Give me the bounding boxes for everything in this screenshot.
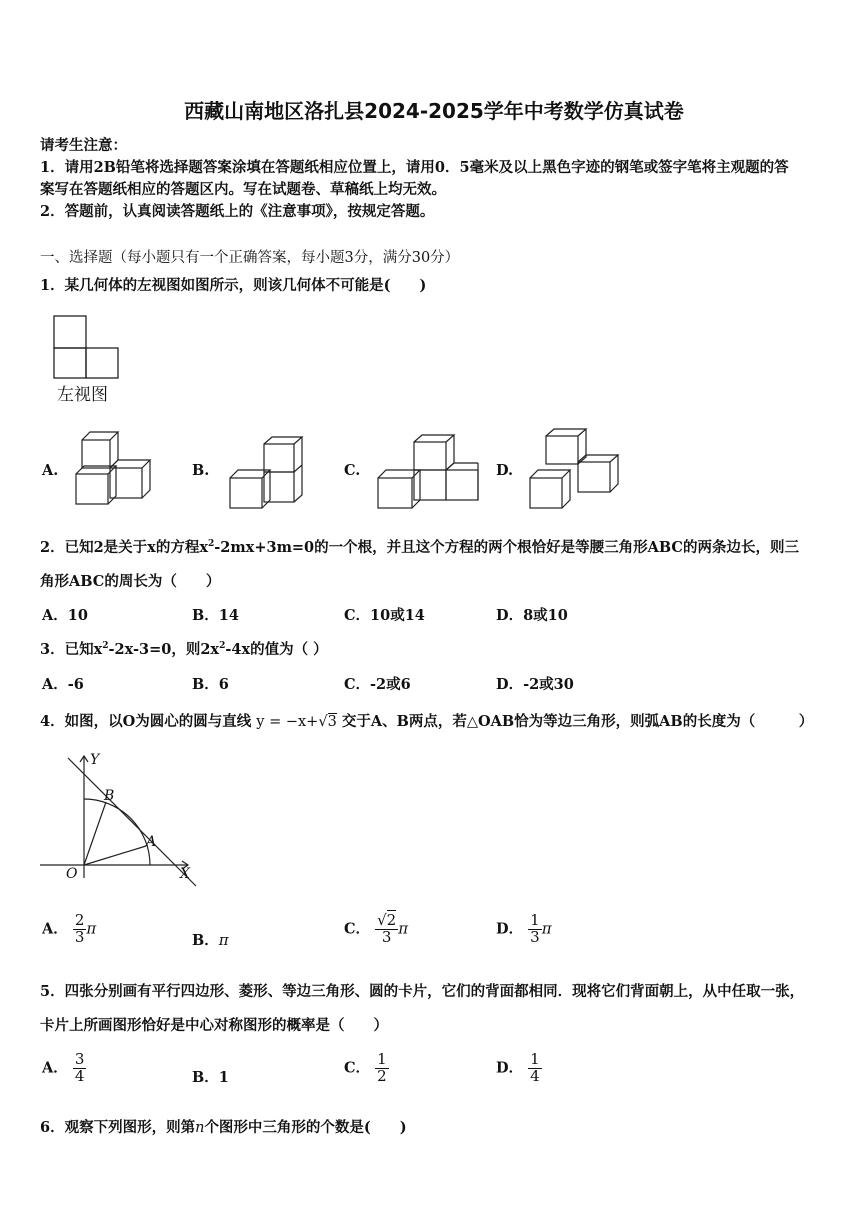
fraction-denominator: 3	[381, 927, 392, 946]
notice-line1a: 1．请用2B铅笔将选择题答案涂填在答题纸相应位置上，请用0．5毫米及以上黑色字迹的钢笔或签字笔将主观题的答	[40, 159, 789, 176]
pi-symbol: π	[398, 919, 409, 938]
q1-option-d-cubes	[526, 428, 616, 512]
notice-line2: 2．答题前，认真阅读答题纸上的《注意事项》，按规定答题。	[40, 203, 435, 220]
q4-option-d-label: D．	[496, 920, 524, 938]
notice-heading: 请考生注意：	[40, 137, 127, 154]
q2-option-b: B．14	[192, 607, 239, 624]
graph-x-label: X	[180, 866, 190, 882]
question-1-stem: 1．某几何体的左视图如图所示，则该几何体不可能是( )	[40, 277, 427, 294]
fraction-numerator: 1	[377, 1050, 387, 1068]
q3-option-a: A．-6	[42, 676, 84, 693]
sqrt-value: 2	[386, 911, 397, 929]
q5-option-d-fraction	[528, 1052, 542, 1085]
section-heading: 一、选择题（每小题只有一个正确答案，每小题3分，满分30分）	[40, 250, 460, 266]
pi-symbol: π	[218, 931, 229, 949]
q4-option-d	[496, 913, 552, 946]
q5-option-c-label: C．	[344, 1059, 371, 1077]
notice-line1b: 案写在答题纸相应的答题区内。写在试题卷、草稿纸上均无效。	[40, 181, 446, 198]
question-5-stem-a: 5．四张分别画有平行四边形、菱形、等边三角形、圆的卡片，它们的背面都相同．现将它们背面朝上，从中任取一张，	[40, 983, 805, 1000]
q1-option-d-label: D.	[496, 462, 514, 479]
pi-symbol: π	[541, 919, 552, 938]
q5-option-c	[344, 1052, 389, 1085]
q1-option-b-cubes	[226, 436, 306, 510]
q2-option-a: A．10	[42, 607, 88, 624]
q4-option-d-fraction	[528, 913, 542, 946]
q2-option-d: D．8或10	[496, 607, 568, 624]
graph-point-a-label: A	[146, 834, 157, 850]
fraction-denominator: 4	[74, 1066, 85, 1085]
question-2-stem-b: 角形ABC的周长为（ ）	[40, 573, 221, 590]
graph-point-b-label: B	[104, 788, 115, 804]
question-6-stem	[40, 1116, 407, 1137]
q5-option-a	[42, 1052, 86, 1085]
page-title: 西藏山南地区洛扎县2024-2025学年中考数学仿真试卷	[184, 99, 684, 123]
q2-option-c: C．10或14	[344, 607, 425, 624]
q4-circle-graph	[38, 750, 198, 888]
q3-option-c: C．-2或6	[344, 676, 411, 693]
question-3-stem	[40, 638, 328, 659]
question-2-stem-a	[40, 536, 799, 557]
q3-text-1: 3．已知x	[40, 641, 103, 658]
q1-option-c-label: C.	[344, 462, 361, 479]
q4-option-a-label: A．	[42, 920, 68, 938]
q6-text-2: 个图形中三角形的个数是( )	[204, 1119, 407, 1136]
q2-superscript: 2	[207, 539, 215, 550]
fraction-numerator: 1	[530, 1050, 540, 1068]
graph-y-label: Y	[90, 752, 100, 768]
q5-option-b-value: 1	[218, 1069, 229, 1086]
fraction-denominator: 3	[530, 927, 540, 946]
fraction-denominator: 2	[377, 1066, 387, 1085]
left-view-figure	[52, 314, 122, 380]
q3-option-d: D．-2或30	[496, 676, 574, 693]
q4-option-c	[344, 913, 408, 946]
q3-superscript-1: 2	[102, 641, 109, 652]
q4-text-1: 4．如图，以O为圆心的圆与直线	[40, 713, 252, 730]
q1-option-c-cubes	[374, 434, 484, 512]
q5-option-c-fraction	[375, 1052, 389, 1085]
q4-option-b-label: B．	[192, 932, 219, 949]
question-4-stem	[40, 710, 813, 731]
q4-option-c-fraction	[375, 913, 398, 946]
q5-option-d	[496, 1052, 542, 1085]
q3-text-2: -2x-3=0，则2x	[108, 641, 220, 658]
graph-origin-label: O	[66, 866, 78, 882]
q6-variable-n: n	[195, 1120, 205, 1136]
q4-option-b	[192, 929, 229, 950]
q3-option-b: B．6	[192, 676, 229, 693]
q4-option-c-label: C．	[344, 920, 371, 938]
q6-text-1: 6．观察下列图形，则第	[40, 1119, 196, 1136]
left-view-caption: 左视图	[57, 385, 108, 405]
q4-option-a	[42, 913, 96, 946]
fraction-numerator: 1	[530, 911, 540, 929]
q5-option-a-fraction	[73, 1052, 87, 1085]
fraction-denominator: 4	[530, 1066, 540, 1085]
q1-option-b-label: B.	[192, 462, 210, 479]
q2-text-2: -2mx+3m=0的一个根，并且这个方程的两个根恰好是等腰三角形ABC的两条边长，则三	[214, 539, 799, 556]
q4-text-2: 交于A、B两点，若△OAB恰为等边三角形，则弧AB的长度为（ ）	[341, 713, 814, 730]
q4-sqrt-value: 3	[327, 714, 337, 730]
q4-option-a-fraction	[73, 913, 87, 946]
q1-option-a-cubes	[72, 430, 154, 508]
fraction-numerator: 2	[74, 911, 85, 929]
q5-option-b-label: B．	[192, 1069, 219, 1086]
q2-text-1: 2．已知2是关于x的方程x	[40, 539, 208, 556]
sqrt-symbol-icon: √	[377, 911, 387, 929]
q5-option-b	[192, 1066, 229, 1087]
q3-text-3: -4x的值为（ ）	[225, 641, 328, 658]
q3-superscript-2: 2	[219, 641, 226, 652]
fraction-denominator: 3	[74, 927, 85, 946]
sqrt-symbol-icon: √	[318, 714, 328, 730]
q1-option-a-label: A.	[42, 462, 59, 479]
fraction-numerator: 3	[74, 1050, 85, 1068]
q5-option-d-label: D．	[496, 1059, 524, 1077]
question-5-stem-b: 卡片上所画图形恰好是中心对称图形的概率是（ ）	[40, 1017, 388, 1034]
q4-line-equation: y = −x+	[256, 714, 319, 730]
pi-symbol: π	[86, 919, 97, 938]
q5-option-a-label: A．	[42, 1059, 68, 1077]
